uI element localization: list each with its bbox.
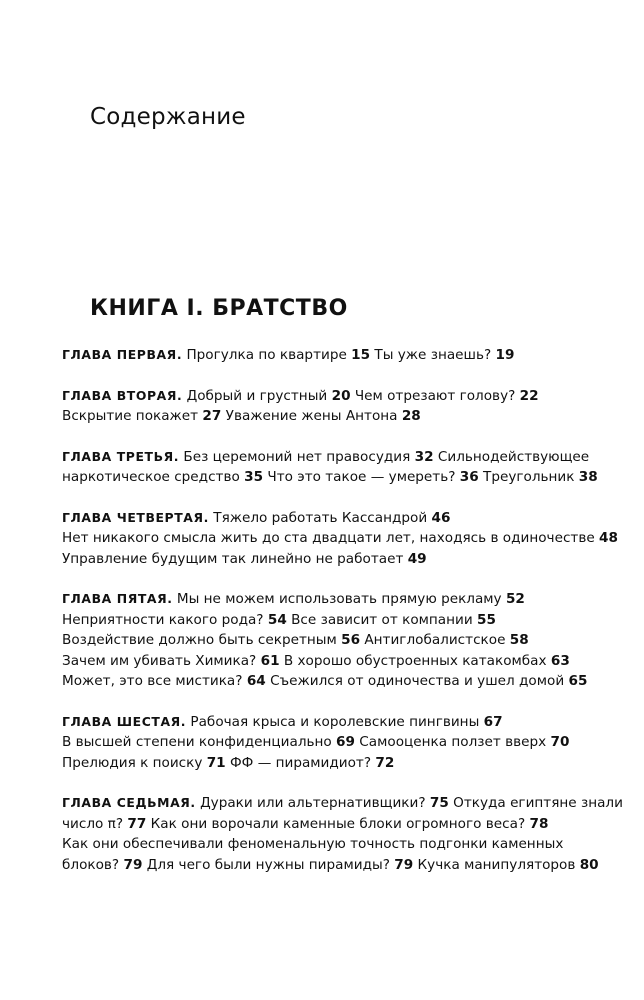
section-title: Съежился от одиночества и ушел домой [270,673,565,689]
page-number: 72 [375,754,395,771]
page-number: 77 [127,815,147,832]
book-number: КНИГА I. [90,296,205,321]
page-number: 67 [483,713,503,730]
page-number: 63 [550,652,570,669]
section-title: Добрый и грустный [186,387,328,404]
section-title: Вскрытие покажет [62,408,199,424]
page-number: 15 [351,347,371,363]
toc-line [62,855,622,876]
chapter-entry [62,589,622,692]
toc-line [62,467,622,488]
section-title: Самооценка ползет вверх [359,734,547,750]
chapter-entry [62,447,622,488]
page-number: 71 [206,754,226,771]
page-number: 79 [123,856,143,873]
chapter-entry [62,793,622,875]
section-title: блоков? [62,856,120,873]
page-number: 32 [414,448,434,465]
toc-line [62,712,622,733]
page-number: 19 [495,347,515,363]
page-number: 36 [459,469,479,485]
page-number: 35 [244,469,264,485]
toc-line [62,549,622,570]
book-name: БРАТСТВО [212,296,348,321]
toc-line [62,814,622,835]
section-title: Сильнодействующее [437,448,590,465]
toc-line [62,447,622,468]
toc-line [62,406,622,427]
chapter-label: ГЛАВА ПЕРВАЯ. [62,347,183,362]
page-number: 70 [550,734,570,750]
page-number: 55 [477,611,496,628]
chapter-label: ГЛАВА ПЯТАЯ. [62,591,173,606]
section-title: Для чего были нужны пирамиды? [146,856,390,873]
section-title: Тяжело работать Кассандрой [213,509,428,526]
toc-line [62,671,622,692]
section-title: Нет никакого смысла жить до ста двадцати лет, находясь в одиночестве [62,530,595,546]
chapter-label: ГЛАВА ВТОРАЯ. [62,387,183,403]
chapter-entry [62,712,622,774]
section-title: число π? [62,815,124,832]
page-title: Содержание [90,104,246,130]
section-title: Уважение жены Антона [225,408,398,424]
chapter-entry [62,386,622,427]
section-title: Зачем им убивать Химика? [62,652,257,669]
toc-line [62,651,622,672]
toc-line [62,386,622,407]
toc-line [62,753,622,774]
chapter-entry [62,345,622,366]
chapter-label: ГЛАВА ШЕСТАЯ. [62,713,187,729]
section-title: Мы не можем использовать прямую рекламу [176,591,502,607]
page-number: 27 [202,408,222,424]
page-number: 78 [529,815,549,832]
page-number: 49 [407,550,427,567]
page-number: 65 [568,673,588,689]
section-title: наркотическое средство [62,469,240,485]
page-number: 54 [267,611,287,628]
section-title: Без церемоний нет правосудия [183,448,411,465]
section-title: Кучка манипуляторов [417,856,576,873]
section-title: Все зависит от компании [291,611,473,628]
page-number: 61 [260,652,280,669]
toc-line [62,345,622,366]
section-title: Рабочая крыса и королевские пингвины [190,713,480,730]
page-number: 48 [599,530,618,546]
page-number: 58 [509,632,529,648]
section-title: Ты уже знаешь? [374,347,492,363]
table-of-contents [62,345,622,895]
page-number: 64 [246,673,266,689]
chapter-label: ГЛАВА ЧЕТВЕРТАЯ. [62,509,209,525]
page-number: 22 [519,387,539,404]
section-title: Антиглобалистское [364,632,506,648]
page-number: 20 [331,387,351,404]
toc-line [62,589,622,610]
toc-line [62,793,622,814]
section-title: ФФ — пирамидиот? [229,754,372,771]
section-title: В высшей степени конфиденциально [62,734,332,750]
toc-line [62,834,622,855]
section-title: Дураки или альтернативщики? [200,795,426,811]
toc-line [62,528,622,549]
page-number: 79 [394,856,414,873]
toc-line [62,630,622,651]
section-title: Как они ворочали каменные блоки огромного веса? [150,815,526,832]
page-number: 38 [578,469,598,485]
section-title: Треугольник [483,469,575,485]
page-number: 52 [505,591,525,607]
chapter-entry [62,508,622,570]
section-title: Управление будущим так линейно не работает [62,550,404,567]
page-number: 75 [429,795,449,811]
chapter-label: ГЛАВА СЕДЬМАЯ. [62,795,196,810]
chapter-label: ГЛАВА ТРЕТЬЯ. [62,448,180,464]
section-title: В хорошо обустроенных катакомбах [283,652,547,669]
page-number: 56 [341,632,361,648]
page-number: 80 [579,856,599,873]
toc-line [62,508,622,529]
section-title: Прогулка по квартире [186,347,347,363]
section-title: Откуда египтяне знали [453,795,623,811]
section-title: Может, это все мистика? [62,673,243,689]
section-title: Как они обеспечивали феноменальную точность подгонки каменных [62,836,564,852]
page-number: 28 [401,408,421,424]
section-title: Неприятности какого рода? [62,611,264,628]
book-heading [90,296,348,321]
section-title: Воздействие должно быть секретным [62,632,337,648]
section-title: Чем отрезают голову? [354,387,516,404]
page-number: 69 [336,734,355,750]
page-number: 46 [431,509,451,526]
toc-line [62,732,622,753]
section-title: Прелюдия к поиску [62,754,203,771]
section-title: Что это такое — умереть? [267,469,456,485]
toc-line [62,610,622,631]
